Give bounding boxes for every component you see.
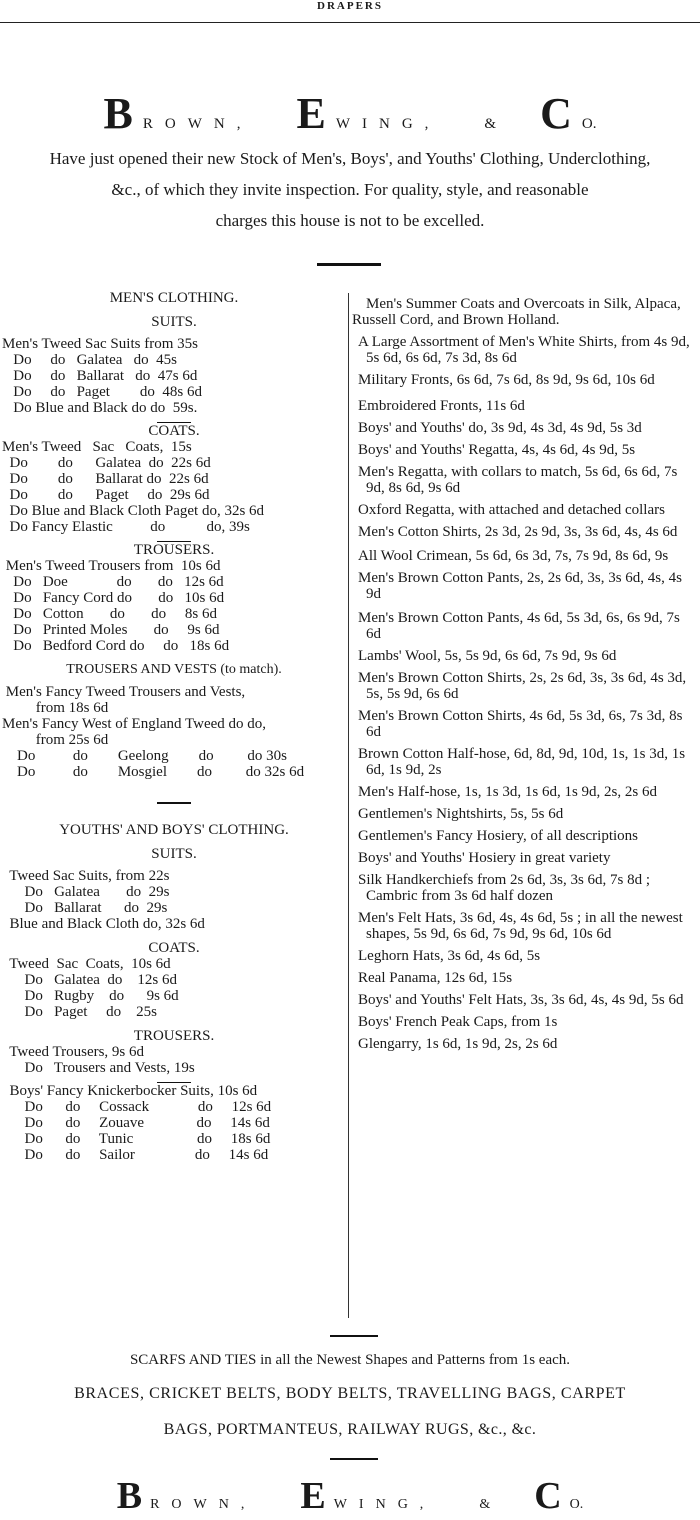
price-item: Men's Regatta, with collars to match, 5s 6d, 6s 6d, 7s 9d, 8s 6d, 9s 6d	[358, 464, 678, 496]
firm-initial-b: B	[103, 89, 133, 138]
price-item: Men's Felt Hats, 3s 6d, 4s, 4s 6d, 5s ; in all the newest shapes, 5s 9d, 6s 6d, 7s 9d, 9s 6d, 10s 6d	[358, 910, 683, 942]
firm-ampersand: &	[484, 116, 497, 132]
price-line: Do do Galatea do 45s	[2, 352, 177, 368]
price-item: Boys' French Peak Caps, from 1s	[358, 1014, 558, 1030]
intro-paragraph	[0, 143, 700, 236]
section-rule	[330, 1335, 378, 1337]
price-item: Boys' and Youths' Hosiery in great variety	[358, 850, 611, 866]
price-line: Men's Tweed Sac Suits from 35s	[2, 336, 198, 352]
firm-word-rown: ROWN,	[142, 116, 253, 132]
youths-clothing-heading: YOUTHS' AND BOYS' CLOTHING.	[59, 822, 289, 838]
firm-initial-e: E	[300, 1475, 326, 1517]
price-item: Men's Half-hose, 1s, 1s 3d, 1s 6d, 1s 9d, 2s, 2s 6d	[358, 784, 657, 800]
price-item: Boys' and Youths' Regatta, 4s, 4s 6d, 4s 9d, 5s	[358, 442, 636, 458]
price-item: Boys' and Youths' Felt Hats, 3s, 3s 6d, 4s, 4s 9d, 5s 6d	[358, 992, 684, 1008]
firm-initial-e: E	[296, 89, 326, 138]
price-line: Do Galatea do 12s 6d	[2, 972, 177, 988]
price-line: Do Fancy Cord do do 10s 6d	[2, 590, 225, 606]
mens-suits-heading: SUITS.	[151, 314, 197, 330]
youths-suits-heading: SUITS.	[151, 846, 197, 862]
price-line: Do Galatea do 29s	[2, 884, 170, 900]
trousers-vests-heading: TROUSERS AND VESTS (to match).	[66, 662, 282, 677]
price-line: from 18s 6d	[2, 700, 109, 716]
firm-initial-b: B	[116, 1475, 143, 1517]
firm-word-wing: WING,	[335, 116, 441, 132]
price-line: Do Doe do do 12s 6d	[2, 574, 224, 590]
section-rule	[157, 802, 191, 804]
price-line: Blue and Black Cloth do, 32s 6d	[2, 916, 205, 932]
price-item: Men's Cotton Shirts, 2s 3d, 2s 9d, 3s, 3s 6d, 4s, 4s 6d	[358, 524, 678, 540]
price-line: Do do Sailor do 14s 6d	[2, 1147, 269, 1163]
price-item: Gentlemen's Nightshirts, 5s, 5s 6d	[358, 806, 564, 822]
price-item: All Wool Crimean, 5s 6d, 6s 3d, 7s, 7s 9d, 8s 6d, 9s	[358, 548, 669, 564]
column-divider	[348, 293, 349, 1318]
price-line: Do Printed Moles do 9s 6d	[2, 622, 220, 638]
price-line: Men's Tweed Trousers from 10s 6d	[2, 558, 221, 574]
firm-word-o: O.	[569, 1497, 584, 1512]
section-rule	[330, 1458, 378, 1460]
price-line: Do Ballarat do 29s	[2, 900, 168, 916]
intro-line-2: &c., of which they invite inspection. For quality, style, and reasonable	[111, 180, 589, 199]
price-line: from 25s 6d	[2, 732, 109, 748]
intro-line-1: Have just opened their new Stock of Men's, Boys', and Youths' Clothing, Underclothing,	[49, 149, 651, 168]
section-rule	[317, 263, 381, 266]
price-item: Glengarry, 1s 6d, 1s 9d, 2s, 2s 6d	[358, 1036, 558, 1052]
firm-word-wing: WING,	[333, 1497, 436, 1512]
price-line: Men's Tweed Sac Coats, 15s	[2, 439, 192, 455]
price-item: Men's Brown Cotton Pants, 2s, 2s 6d, 3s, 3s 6d, 4s, 4s 9d	[358, 570, 682, 602]
price-line: Do do Zouave do 14s 6d	[2, 1115, 270, 1131]
price-item: Men's Brown Cotton Shirts, 2s, 2s 6d, 3s, 3s 6d, 4s 3d, 5s, 5s 9d, 6s 6d	[358, 670, 687, 702]
price-line: Tweed Sac Suits, from 22s	[2, 868, 170, 884]
firm-word-o: O.	[581, 116, 597, 132]
price-line: Do do Cossack do 12s 6d	[2, 1099, 272, 1115]
firm-word-rown: ROWN,	[150, 1497, 257, 1512]
price-line: Do Blue and Black do do 59s.	[2, 400, 198, 416]
price-line: Do Fancy Elastic do do, 39s	[2, 519, 250, 535]
price-line: Do do Paget do 48s 6d	[2, 384, 202, 400]
price-line: Do do Tunic do 18s 6d	[2, 1131, 271, 1147]
price-line: Do do Geelong do do 30s	[2, 748, 287, 764]
price-line: Men's Fancy Tweed Trousers and Vests,	[2, 684, 246, 700]
price-line: Do do Ballarat do 47s 6d	[2, 368, 198, 384]
price-line: Do Bedford Cord do do 18s 6d	[2, 638, 230, 654]
price-item: Silk Handkerchiefs from 2s 6d, 3s, 3s 6d, 7s 8d ; Cambric from 3s 6d half dozen	[358, 872, 651, 904]
price-line: Tweed Trousers, 9s 6d	[2, 1044, 145, 1060]
price-item: Military Fronts, 6s 6d, 7s 6d, 8s 9d, 9s 6d, 10s 6d	[358, 372, 655, 388]
price-line: Do Cotton do do 8s 6d	[2, 606, 218, 622]
price-item: Real Panama, 12s 6d, 15s	[358, 970, 513, 986]
price-item: A Large Assortment of Men's White Shirts, from 4s 9d, 5s 6d, 6s 6d, 7s 3d, 8s 6d	[358, 334, 690, 366]
price-line: Do Paget do 25s	[2, 1004, 157, 1020]
price-line: Boys' Fancy Knickerbocker Suits, 10s 6d	[2, 1083, 258, 1099]
price-item: Brown Cotton Half-hose, 6d, 8d, 9d, 10d, 1s, 1s 3d, 1s 6d, 1s 9d, 2s	[358, 746, 686, 778]
price-line: Do Blue and Black Cloth Paget do, 32s 6d	[2, 503, 265, 519]
page-header: DRAPERS	[317, 0, 383, 12]
firm-name-top	[0, 88, 700, 139]
price-line: Do Rugby do 9s 6d	[2, 988, 179, 1004]
footer-scarfs: SCARFS AND TIES in all the Newest Shapes and Patterns from 1s each.	[129, 1352, 571, 1368]
price-line: Do do Galatea do 22s 6d	[2, 455, 211, 471]
price-line: Tweed Sac Coats, 10s 6d	[2, 956, 171, 972]
firm-initial-c: C	[540, 89, 572, 138]
mens-clothing-heading: MEN'S CLOTHING.	[109, 290, 239, 306]
firm-name-bottom	[0, 1474, 700, 1518]
left-column	[2, 290, 346, 1163]
price-item: Men's Brown Cotton Pants, 4s 6d, 5s 3d, 6s, 6s 9d, 7s 6d	[358, 610, 680, 642]
youths-coats-heading: COATS.	[148, 940, 200, 956]
firm-initial-c: C	[534, 1475, 562, 1517]
price-line: Do do Paget do 29s 6d	[2, 487, 210, 503]
price-line: Do Trousers and Vests, 19s	[2, 1060, 195, 1076]
price-item: Lambs' Wool, 5s, 5s 9d, 6s 6d, 7s 9d, 9s 6d	[358, 648, 617, 664]
price-item: Men's Brown Cotton Shirts, 4s 6d, 5s 3d, 6s, 7s 3d, 8s 6d	[358, 708, 683, 740]
mens-trousers-heading: TROUSERS.	[133, 542, 215, 558]
right-column	[352, 296, 696, 1058]
price-item: Boys' and Youths' do, 3s 9d, 4s 3d, 4s 9d, 5s 3d	[358, 420, 642, 436]
price-item: Leghorn Hats, 3s 6d, 4s 6d, 5s	[358, 948, 541, 964]
price-item: Oxford Regatta, with attached and detached collars	[358, 502, 665, 518]
mens-coats-heading: COATS.	[148, 423, 200, 439]
price-line: Do do Mosgiel do do 32s 6d	[2, 764, 305, 780]
price-item: Men's Summer Coats and Overcoats in Silk, Alpaca, Russell Cord, and Brown Holland.	[352, 296, 681, 328]
price-line: Do do Ballarat do 22s 6d	[2, 471, 209, 487]
price-line: Men's Fancy West of England Tweed do do,	[2, 716, 267, 732]
firm-ampersand: &	[479, 1497, 491, 1512]
price-item: Embroidered Fronts, 11s 6d	[358, 398, 525, 414]
price-item: Gentlemen's Fancy Hosiery, of all descriptions	[358, 828, 638, 844]
intro-line-3: charges this house is not to be excelled.	[215, 211, 485, 230]
footer-bags: BAGS, PORTMANTEUS, RAILWAY RUGS, &c., &c.	[163, 1421, 537, 1438]
footer-braces: BRACES, CRICKET BELTS, BODY BELTS, TRAVELLING BAGS, CARPET	[74, 1385, 626, 1402]
youths-trousers-heading: TROUSERS.	[133, 1028, 215, 1044]
header-rule	[0, 22, 700, 23]
